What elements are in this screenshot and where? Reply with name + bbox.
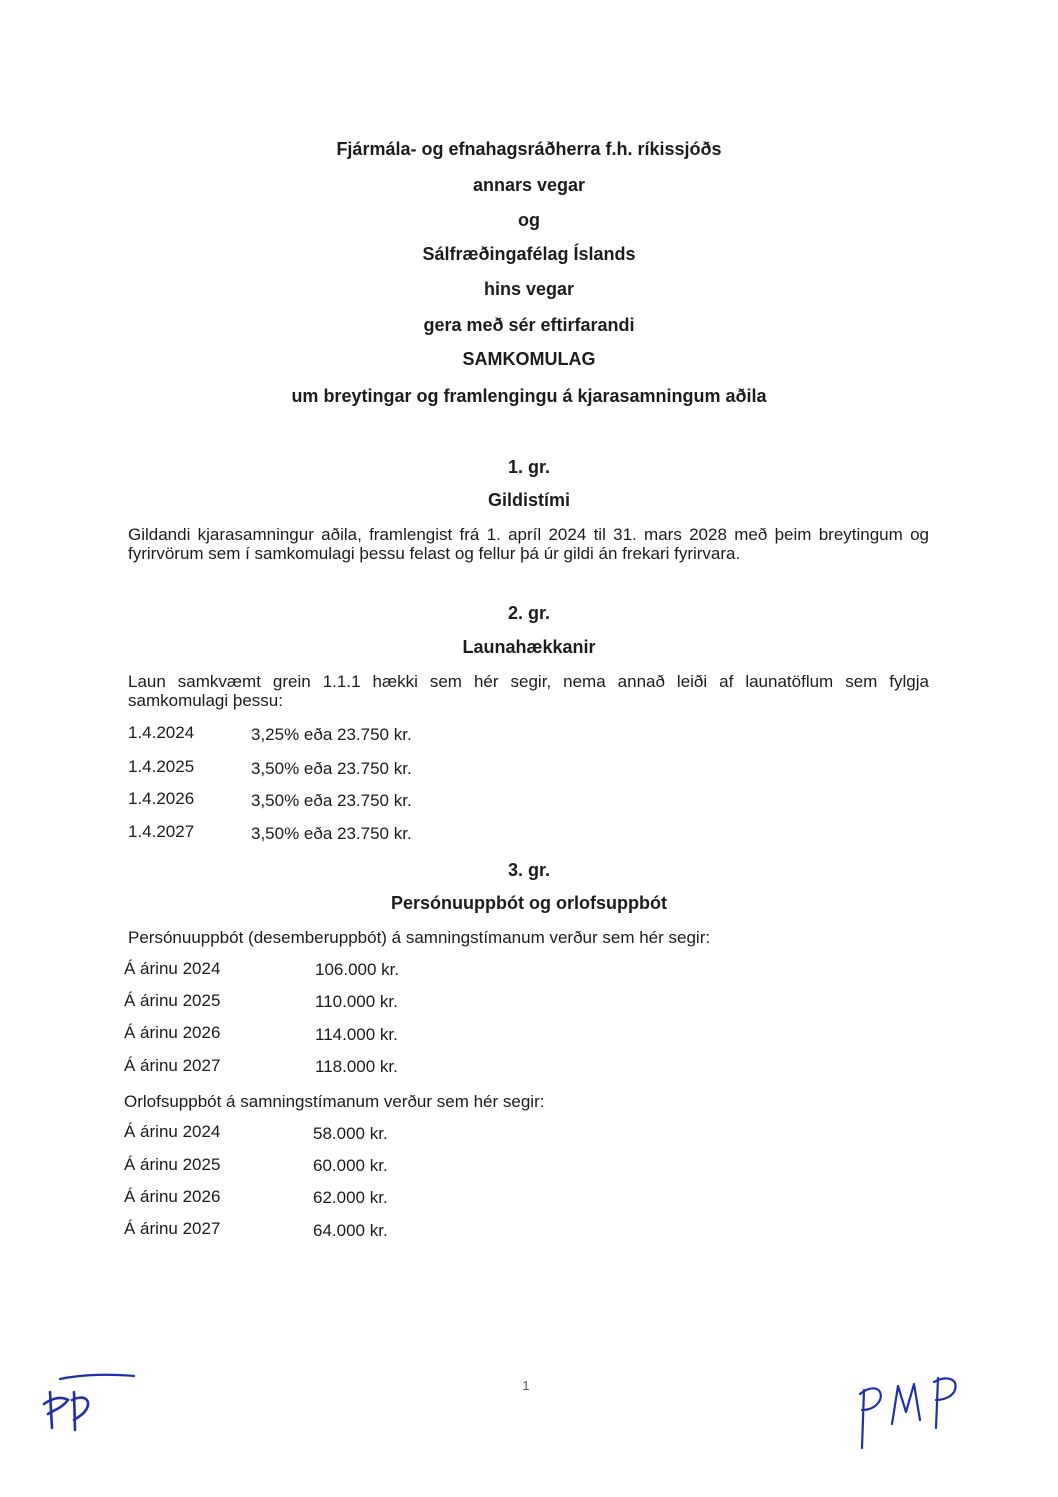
- raise-date: 1.4.2027: [128, 822, 195, 841]
- raise-date: 1.4.2026: [128, 789, 195, 808]
- section-2-text: Laun samkvæmt grein 1.1.1 hækki sem hér segir, nema annað leiði af launatöflum sem fylgja samkomulagi þessu:: [128, 672, 929, 710]
- header-hins-vegar: hins vegar: [483, 279, 575, 299]
- section-2-number: 2. gr.: [507, 603, 551, 623]
- section-1-text: Gildandi kjarasamningur aðila, framlengist frá 1. apríl 2024 til 31. mars 2028 með þeim breytingum og fyrirvörum sem í samkomulagi þessu felast og fellur þá úr gildi án frekari fyrirvara.: [128, 525, 929, 563]
- section-3-title: Persónuuppbót og orlofsuppbót: [391, 893, 667, 913]
- bonus-amount: 118.000 kr.: [315, 1057, 398, 1076]
- party-1-name: Fjármála- og efnahagsráðherra f.h. ríkissjóðs: [336, 139, 722, 159]
- bonus-amount: 114.000 kr.: [315, 1025, 398, 1044]
- initials-right-signature: [850, 1362, 970, 1452]
- bonus-amount: 106.000 kr.: [315, 960, 400, 979]
- section-1-title: Gildistími: [487, 490, 570, 510]
- page-number-text: 1: [522, 1378, 530, 1393]
- raise-date: 1.4.2024: [128, 723, 195, 742]
- header-og: og: [518, 210, 540, 230]
- document-title: SAMKOMULAG: [462, 349, 596, 369]
- party-2-name: Sálfræðingafélag Íslands: [422, 244, 636, 264]
- section-3-number: 3. gr.: [507, 860, 551, 880]
- header-gera-med-ser: gera með sér eftirfarandi: [423, 315, 635, 335]
- bonus-amount: 110.000 kr.: [315, 992, 398, 1011]
- section-1-number: 1. gr.: [507, 457, 551, 477]
- bonus-year: Á árinu 2025: [124, 1155, 221, 1174]
- bonus-amount: 64.000 kr.: [313, 1221, 388, 1240]
- bonus-year: Á árinu 2026: [124, 1187, 221, 1206]
- bonus-year: Á árinu 2027: [124, 1056, 221, 1075]
- bonus-year: Á árinu 2026: [124, 1023, 221, 1042]
- initials-left-signature: [38, 1370, 148, 1440]
- bonus-year: Á árinu 2024: [124, 959, 221, 978]
- bonus-amount: 62.000 kr.: [313, 1188, 388, 1207]
- bonus-amount: 60.000 kr.: [313, 1156, 388, 1175]
- bonus-year: Á árinu 2025: [124, 991, 221, 1010]
- raise-value: 3,25% eða 23.750 kr.: [251, 725, 412, 744]
- raise-value: 3,50% eða 23.750 kr.: [251, 759, 412, 778]
- section-2-title: Launahækkanir: [462, 637, 596, 657]
- bonus-year: Á árinu 2024: [124, 1122, 221, 1141]
- raise-value: 3,50% eða 23.750 kr.: [251, 791, 412, 810]
- holiday-bonus-intro: Orlofsuppbót á samningstímanum verður sem hér segir:: [124, 1092, 545, 1111]
- bonus-amount: 58.000 kr.: [313, 1124, 388, 1143]
- document-subtitle: um breytingar og framlengingu á kjarasamningum aðila: [291, 386, 767, 406]
- header-annars-vegar: annars vegar: [472, 175, 586, 195]
- raise-value: 3,50% eða 23.750 kr.: [251, 824, 412, 843]
- page-number: [519, 1378, 533, 1394]
- bonus-year: Á árinu 2027: [124, 1219, 221, 1238]
- raise-date: 1.4.2025: [128, 757, 195, 776]
- personal-bonus-intro: Persónuuppbót (desemberuppbót) á samningstímanum verður sem hér segir:: [128, 928, 711, 947]
